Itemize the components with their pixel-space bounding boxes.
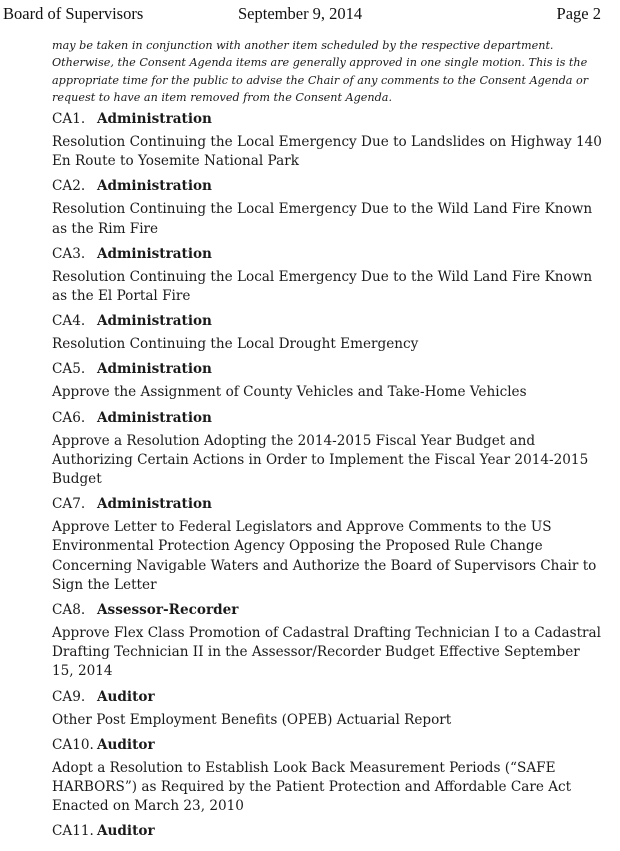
agenda-item-description: Approve Flex Class Promotion of Cadastral Drafting Technician I to a Cadastral Drafting Technician II in the Assessor/Recorder Budget Effective September 15, 2014 — [52, 625, 601, 680]
page-header — [0, 2, 620, 26]
agenda-item-ca7 — [52, 495, 604, 595]
agenda-item-heading — [52, 409, 604, 427]
agenda-item-description: Adopt a Resolution to Establish Look Back Measurement Periods (“SAFE HARBORS”) as Required by the Patient Protection and Affordable Care Act Enacted on March 23, 2010 — [52, 759, 572, 815]
agenda-item-description: Resolution Continuing the Local Emergency Due to the Wild Land Fire Known as the El Portal Fire — [52, 268, 593, 305]
agenda-item-department: Administration — [97, 245, 212, 262]
agenda-item-description: Other Post Employment Benefits (OPEB) Actuarial Report — [52, 711, 452, 728]
agenda-item-heading — [52, 736, 604, 754]
agenda-item-heading — [52, 601, 604, 619]
agenda-item-number: CA9. — [52, 688, 86, 705]
agenda-item-number: CA1. — [52, 111, 86, 127]
agenda-item-ca11 — [52, 822, 604, 840]
agenda-item-department: Auditor — [97, 736, 155, 753]
agenda-item-ca4 — [52, 312, 604, 354]
agenda-item-heading — [52, 822, 604, 840]
agenda-item-ca6 — [52, 409, 604, 490]
agenda-item-number: CA3. — [52, 245, 86, 262]
agenda-item-number: CA5. — [52, 361, 86, 378]
agenda-item-heading — [52, 245, 604, 263]
agenda-item-number: CA10. — [52, 736, 94, 753]
agenda-item-ca2 — [52, 177, 604, 238]
agenda-item-description: Approve the Assignment of County Vehicles and Take-Home Vehicles — [52, 384, 527, 401]
agenda-item-description: Approve a Resolution Adopting the 2014-2015 Fiscal Year Budget and Authorizing Certain Actions in Order to Implement the Fiscal Year 2014-2015 Budget — [52, 432, 589, 488]
agenda-item-number: CA6. — [52, 409, 86, 426]
agenda-item-department: Auditor — [97, 688, 155, 705]
agenda-item-department: Administration — [97, 409, 212, 426]
agenda-item-department: Administration — [97, 496, 212, 513]
agenda-item-department: Administration — [97, 313, 212, 330]
agenda-item-heading — [52, 110, 604, 128]
agenda-item-ca3 — [52, 245, 604, 306]
agenda-item-ca1 — [52, 110, 604, 171]
agenda-item-description: Resolution Continuing the Local Emergency Due to Landslides on Highway 140 En Route to Yosemite National Park — [52, 134, 602, 170]
agenda-item-description: Resolution Continuing the Local Emergency Due to the Wild Land Fire Known as the Rim Fire — [52, 201, 593, 237]
agenda-item-number: CA7. — [52, 496, 86, 513]
agenda-item-department: Assessor-Recorder — [97, 602, 239, 619]
agenda-item-heading — [52, 495, 604, 513]
agenda-item-ca5 — [52, 360, 604, 402]
agenda-item-number: CA2. — [52, 178, 86, 195]
agenda-item-department: Administration — [97, 361, 212, 378]
header-organization: Board of Supervisors — [3, 4, 144, 23]
agenda-item-department: Administration — [97, 111, 212, 127]
agenda-item-list — [52, 110, 604, 846]
agenda-item-description: Approve Letter to Federal Legislators and Approve Comments to the US Environmental Protection Agency Opposing the Proposed Rule Change Concerning Navigable Waters and Authorize the Board of Supervisors Chair to Sign the Letter — [52, 519, 597, 593]
header-date: September 9, 2014 — [238, 4, 363, 23]
agenda-item-heading — [52, 360, 604, 378]
agenda-item-ca9 — [52, 688, 604, 730]
agenda-item-heading — [52, 177, 604, 195]
agenda-item-number: CA8. — [52, 602, 86, 619]
agenda-item-heading — [52, 312, 604, 330]
agenda-item-ca10 — [52, 736, 604, 817]
agenda-item-ca8 — [52, 601, 604, 682]
agenda-item-department: Administration — [97, 178, 212, 195]
agenda-item-number: CA11. — [52, 823, 94, 840]
agenda-item-description: Resolution Continuing the Local Drought Emergency — [52, 336, 419, 353]
consent-agenda-intro: may be taken in conjunction with another item scheduled by the respective department. Otherwise, the Consent Agenda items are generally approved in one single motion. This is the appropriate time for the public to advise the Chair of any comments to the Consent Agenda or request to have an item removed from the Consent Agenda. — [52, 39, 589, 104]
agenda-item-number: CA4. — [52, 313, 86, 330]
header-page-number: Page 2 — [556, 4, 601, 23]
agenda-item-heading — [52, 688, 604, 706]
agenda-item-department: Auditor — [97, 823, 155, 840]
